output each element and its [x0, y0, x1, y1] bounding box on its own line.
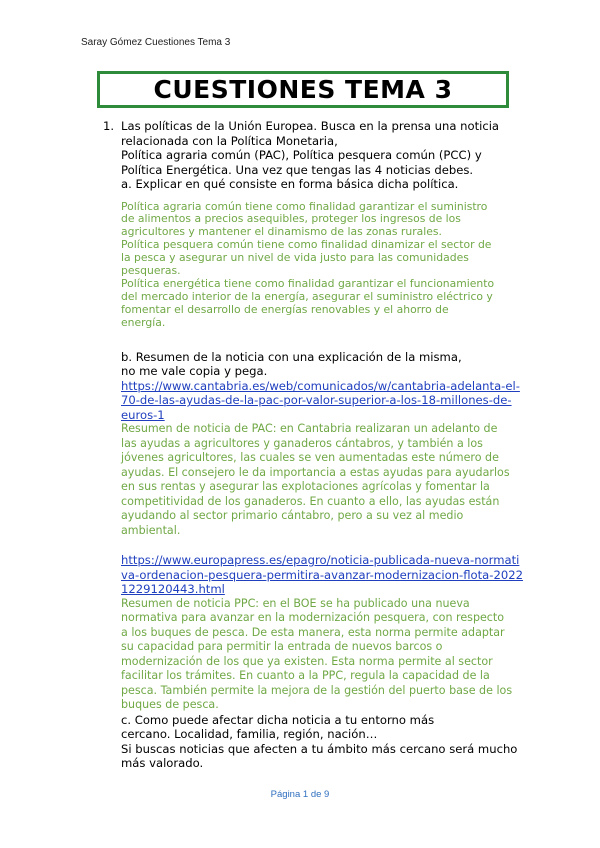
summary-line: ayudando al sector primario cántabro, pero a su vez al medio: [121, 509, 464, 523]
summary-line: las ayudas a agricultores y ganaderos cántabros, y también a los: [121, 436, 483, 450]
page-footer: Página 1 de 9: [270, 789, 330, 800]
question-b-line: b. Resumen de la noticia con una explicación de la misma,: [121, 349, 462, 364]
document-body: [103, 119, 523, 771]
summary-line: ambiental.: [121, 523, 181, 537]
answer-line: la pesca y asegurar un nivel de vida justo para las comunidades: [121, 251, 469, 265]
question-c-line: c. Como puede afectar dicha noticia a tu entorno más: [121, 712, 435, 727]
answer-line: del mercado interior de la energía, asegurar el suministro eléctrico y: [121, 289, 493, 303]
summary-line: competitividad de los ganaderos. En cuanto a ello, las ayudas están: [121, 494, 500, 508]
summary-line: modernización de los que ya existen. Esta norma permite al sector: [121, 654, 493, 668]
summary-line: Resumen de noticia de PAC: en Cantabria realizaran un adelanto de: [121, 422, 498, 436]
summary-pac: [103, 422, 523, 538]
question-c-line: más valorado.: [121, 756, 204, 771]
question-line: Las políticas de la Unión Europea. Busca en la prensa una noticia: [121, 119, 500, 133]
link-line: euros-1: [121, 407, 165, 422]
question-c-line: cercano. Localidad, familia, región, nación…: [121, 727, 378, 742]
question-a-line: a. Explicar en qué consiste en forma básica dicha política.: [121, 177, 459, 191]
summary-line: a los buques de pesca. De esta manera, esta norma permite adaptar: [121, 625, 505, 639]
question-c: [103, 713, 523, 771]
summary-line: buques de pesca.: [121, 698, 219, 712]
answer-line: agricultores y mantener el dinamismo de las zonas rurales.: [121, 225, 442, 239]
answer-line: Política agraria común tiene como finalidad garantizar el suministro: [121, 199, 488, 213]
link-line: 1229120443.html: [121, 582, 225, 597]
answer-line: fomentar el desarrollo de energías renovables y el ahorro de: [121, 302, 449, 316]
page-title: CUESTIONES TEMA 3: [153, 75, 453, 104]
question-number: 1.: [103, 119, 115, 133]
summary-line: su capacidad para permitir la entrada de nuevos barcos o: [121, 640, 443, 654]
summary-line: normativa para avanzar en la modernización pesquera, con respecto: [121, 611, 505, 625]
question-line: relacionada con la Política Monetaria,: [121, 133, 338, 148]
answer-line: pesqueras.: [121, 264, 181, 278]
question-b: [103, 350, 523, 379]
link-line: https://www.europapress.es/epagro/noticia-publicada-nueva-normati: [121, 553, 520, 568]
summary-line: facilitar los trámites. En cuanto a la PPC, regula la capacidad de la: [121, 669, 490, 683]
answer-line: de alimentos a precios asequibles, proteger los ingresos de los: [121, 212, 461, 226]
title-box: [97, 71, 509, 108]
question-c-line: Si buscas noticias que afecten a tu ámbito más cercano será mucho: [121, 741, 518, 756]
question-line: Política agraria común (PAC), Política pesquera común (PCC) y: [121, 148, 482, 162]
question-1-text: [121, 119, 523, 192]
link-line: 70-de-las-ayudas-de-la-pac-por-valor-superior-a-los-18-millones-de-: [121, 393, 512, 408]
answer-a: [103, 201, 523, 330]
summary-ppc: [103, 597, 523, 713]
summary-line: jóvenes agricultores, las cuales se ven aumentadas este número de: [121, 451, 499, 465]
news-link-pac[interactable]: [103, 379, 523, 423]
page-header: Saray Gómez Cuestiones Tema 3: [81, 37, 231, 48]
summary-line: Resumen de noticia PPC: en el BOE se ha publicado una nueva: [121, 596, 470, 610]
summary-line: ayudas. El consejero le da importancia a estas ayudas para ayudarlos: [121, 465, 510, 479]
summary-line: en sus rentas y asegurar las explotaciones agrícolas y fomentar la: [121, 480, 490, 494]
answer-line: energía.: [121, 315, 166, 329]
summary-line: pesca. También permite la mejora de la gestión del puerto base de los: [121, 683, 513, 697]
question-1: [103, 119, 523, 192]
link-line: va-ordenacion-pesquera-permitira-avanzar-modernizacion-flota-2022: [121, 567, 523, 582]
answer-line: Política pesquera común tiene como finalidad dinamizar el sector de: [121, 238, 492, 252]
answer-line: Política energética tiene como finalidad garantizar el funcionamiento: [121, 276, 495, 290]
question-line: Política Energética. Una vez que tengas las 4 noticias debes.: [121, 162, 474, 177]
news-link-ppc[interactable]: [103, 553, 523, 597]
question-b-line: no me vale copia y pega.: [121, 364, 268, 379]
link-line: https://www.cantabria.es/web/comunicados/w/cantabria-adelanta-el-: [121, 378, 520, 393]
